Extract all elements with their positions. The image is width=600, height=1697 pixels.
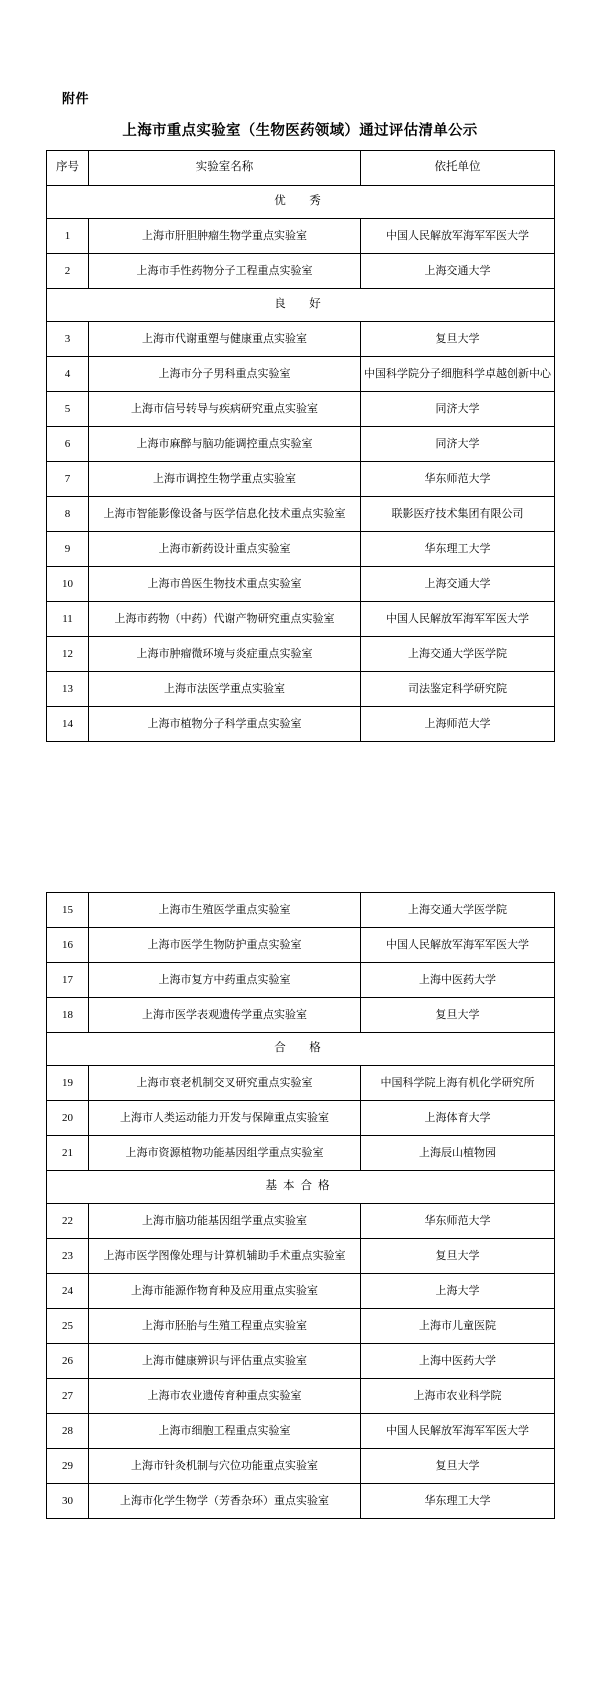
cell-lab-name: 上海市胚胎与生殖工程重点实验室: [89, 1309, 361, 1344]
cell-lab-name: 上海市复方中药重点实验室: [89, 963, 361, 998]
cell-no: 21: [47, 1136, 89, 1171]
cell-no: 11: [47, 602, 89, 637]
cell-host-unit: 上海中医药大学: [361, 963, 555, 998]
attachment-label: 附件: [62, 91, 90, 106]
cell-host-unit: 同济大学: [361, 392, 555, 427]
cell-host-unit: 同济大学: [361, 427, 555, 462]
cell-lab-name: 上海市兽医生物技术重点实验室: [89, 567, 361, 602]
table-row: [47, 1484, 555, 1519]
table-row: [47, 963, 555, 998]
cell-lab-name: 上海市药物（中药）代谢产物研究重点实验室: [89, 602, 361, 637]
cell-host-unit: 复旦大学: [361, 322, 555, 357]
cell-no: 27: [47, 1379, 89, 1414]
grade-label: 良 好: [47, 289, 555, 322]
grade-label: 优 秀: [47, 186, 555, 219]
table-row: [47, 707, 555, 742]
lab-table-page2: [46, 892, 555, 1519]
cell-lab-name: 上海市法医学重点实验室: [89, 672, 361, 707]
table-row: [47, 893, 555, 928]
cell-host-unit: 联影医疗技术集团有限公司: [361, 497, 555, 532]
table-section-page2: [0, 892, 600, 1519]
cell-lab-name: 上海市医学生物防护重点实验室: [89, 928, 361, 963]
cell-host-unit: 华东理工大学: [361, 532, 555, 567]
table-row: [47, 532, 555, 567]
cell-host-unit: 中国科学院分子细胞科学卓越创新中心: [361, 357, 555, 392]
cell-host-unit: 复旦大学: [361, 998, 555, 1033]
cell-no: 22: [47, 1204, 89, 1239]
table-row: [47, 219, 555, 254]
cell-lab-name: 上海市医学图像处理与计算机辅助手术重点实验室: [89, 1239, 361, 1274]
cell-host-unit: 上海交通大学: [361, 254, 555, 289]
table-row: [47, 637, 555, 672]
cell-host-unit: 复旦大学: [361, 1239, 555, 1274]
cell-lab-name: 上海市衰老机制交叉研究重点实验室: [89, 1066, 361, 1101]
cell-no: 10: [47, 567, 89, 602]
cell-host-unit: 上海中医药大学: [361, 1344, 555, 1379]
cell-host-unit: 上海市儿童医院: [361, 1309, 555, 1344]
cell-no: 12: [47, 637, 89, 672]
cell-no: 8: [47, 497, 89, 532]
cell-no: 20: [47, 1101, 89, 1136]
cell-lab-name: 上海市化学生物学（芳香杂环）重点实验室: [89, 1484, 361, 1519]
cell-host-unit: 上海交通大学医学院: [361, 637, 555, 672]
grade-section-row-qualified: [47, 1033, 555, 1066]
table-row: [47, 1066, 555, 1101]
cell-no: 19: [47, 1066, 89, 1101]
table-row: [47, 427, 555, 462]
cell-lab-name: 上海市能源作物育种及应用重点实验室: [89, 1274, 361, 1309]
cell-lab-name: 上海市脑功能基因组学重点实验室: [89, 1204, 361, 1239]
cell-no: 6: [47, 427, 89, 462]
page-title: 上海市重点实验室（生物医药领域）通过评估清单公示: [122, 123, 478, 139]
cell-host-unit: 司法鉴定科学研究院: [361, 672, 555, 707]
cell-no: 28: [47, 1414, 89, 1449]
table-row: [47, 1136, 555, 1171]
column-header-unit: 依托单位: [361, 151, 555, 186]
table-row: [47, 1414, 555, 1449]
table-row: [47, 462, 555, 497]
table-row: [47, 998, 555, 1033]
cell-no: 4: [47, 357, 89, 392]
table-row: [47, 357, 555, 392]
cell-host-unit: 上海市农业科学院: [361, 1379, 555, 1414]
cell-host-unit: 上海师范大学: [361, 707, 555, 742]
cell-lab-name: 上海市植物分子科学重点实验室: [89, 707, 361, 742]
grade-section-row-basic_qualified: [47, 1171, 555, 1204]
cell-no: 16: [47, 928, 89, 963]
cell-host-unit: 中国人民解放军海军军医大学: [361, 928, 555, 963]
lab-table-page1: [46, 150, 555, 742]
table-row: [47, 254, 555, 289]
cell-no: 18: [47, 998, 89, 1033]
cell-lab-name: 上海市医学表观遗传学重点实验室: [89, 998, 361, 1033]
table-row: [47, 497, 555, 532]
cell-lab-name: 上海市分子男科重点实验室: [89, 357, 361, 392]
grade-section-row-good: [47, 289, 555, 322]
table-row: [47, 1379, 555, 1414]
cell-lab-name: 上海市生殖医学重点实验室: [89, 893, 361, 928]
cell-lab-name: 上海市细胞工程重点实验室: [89, 1414, 361, 1449]
table-row: [47, 322, 555, 357]
cell-no: 5: [47, 392, 89, 427]
cell-host-unit: 上海交通大学: [361, 567, 555, 602]
cell-no: 14: [47, 707, 89, 742]
cell-no: 29: [47, 1449, 89, 1484]
cell-lab-name: 上海市资源植物功能基因组学重点实验室: [89, 1136, 361, 1171]
table-row: [47, 928, 555, 963]
column-header-name: 实验室名称: [89, 151, 361, 186]
cell-lab-name: 上海市智能影像设备与医学信息化技术重点实验室: [89, 497, 361, 532]
cell-lab-name: 上海市农业遗传育种重点实验室: [89, 1379, 361, 1414]
cell-host-unit: 中国人民解放军海军军医大学: [361, 219, 555, 254]
cell-lab-name: 上海市针灸机制与穴位功能重点实验室: [89, 1449, 361, 1484]
cell-host-unit: 中国人民解放军海军军医大学: [361, 602, 555, 637]
column-header-no: 序号: [47, 151, 89, 186]
cell-lab-name: 上海市麻醉与脑功能调控重点实验室: [89, 427, 361, 462]
cell-lab-name: 上海市代谢重塑与健康重点实验室: [89, 322, 361, 357]
page-break-gap: [0, 742, 600, 892]
cell-host-unit: 复旦大学: [361, 1449, 555, 1484]
cell-lab-name: 上海市肝胆肿瘤生物学重点实验室: [89, 219, 361, 254]
cell-lab-name: 上海市信号转导与疾病研究重点实验室: [89, 392, 361, 427]
table-row: [47, 1344, 555, 1379]
cell-no: 1: [47, 219, 89, 254]
table-row: [47, 567, 555, 602]
cell-no: 7: [47, 462, 89, 497]
cell-no: 30: [47, 1484, 89, 1519]
cell-no: 3: [47, 322, 89, 357]
table-row: [47, 1204, 555, 1239]
cell-no: 15: [47, 893, 89, 928]
table-header-row: [47, 151, 555, 186]
cell-lab-name: 上海市肿瘤微环境与炎症重点实验室: [89, 637, 361, 672]
cell-no: 23: [47, 1239, 89, 1274]
grade-label: 合 格: [47, 1033, 555, 1066]
grade-section-row-excellent: [47, 186, 555, 219]
cell-no: 2: [47, 254, 89, 289]
cell-lab-name: 上海市手性药物分子工程重点实验室: [89, 254, 361, 289]
cell-host-unit: 上海体育大学: [361, 1101, 555, 1136]
cell-no: 17: [47, 963, 89, 998]
cell-lab-name: 上海市新药设计重点实验室: [89, 532, 361, 567]
table-row: [47, 1274, 555, 1309]
cell-lab-name: 上海市健康辨识与评估重点实验室: [89, 1344, 361, 1379]
cell-no: 26: [47, 1344, 89, 1379]
cell-lab-name: 上海市调控生物学重点实验室: [89, 462, 361, 497]
table-row: [47, 1449, 555, 1484]
cell-lab-name: 上海市人类运动能力开发与保障重点实验室: [89, 1101, 361, 1136]
table-row: [47, 1309, 555, 1344]
table-row: [47, 672, 555, 707]
cell-no: 24: [47, 1274, 89, 1309]
table-row: [47, 392, 555, 427]
cell-host-unit: 中国科学院上海有机化学研究所: [361, 1066, 555, 1101]
cell-host-unit: 中国人民解放军海军军医大学: [361, 1414, 555, 1449]
cell-host-unit: 上海辰山植物园: [361, 1136, 555, 1171]
cell-no: 25: [47, 1309, 89, 1344]
table-row: [47, 1101, 555, 1136]
grade-label: 基本合格: [47, 1171, 555, 1204]
cell-host-unit: 华东师范大学: [361, 462, 555, 497]
table-row: [47, 602, 555, 637]
cell-no: 9: [47, 532, 89, 567]
cell-host-unit: 上海交通大学医学院: [361, 893, 555, 928]
cell-host-unit: 华东理工大学: [361, 1484, 555, 1519]
cell-host-unit: 上海大学: [361, 1274, 555, 1309]
cell-no: 13: [47, 672, 89, 707]
cell-host-unit: 华东师范大学: [361, 1204, 555, 1239]
table-section-page1: [0, 150, 600, 742]
table-row: [47, 1239, 555, 1274]
